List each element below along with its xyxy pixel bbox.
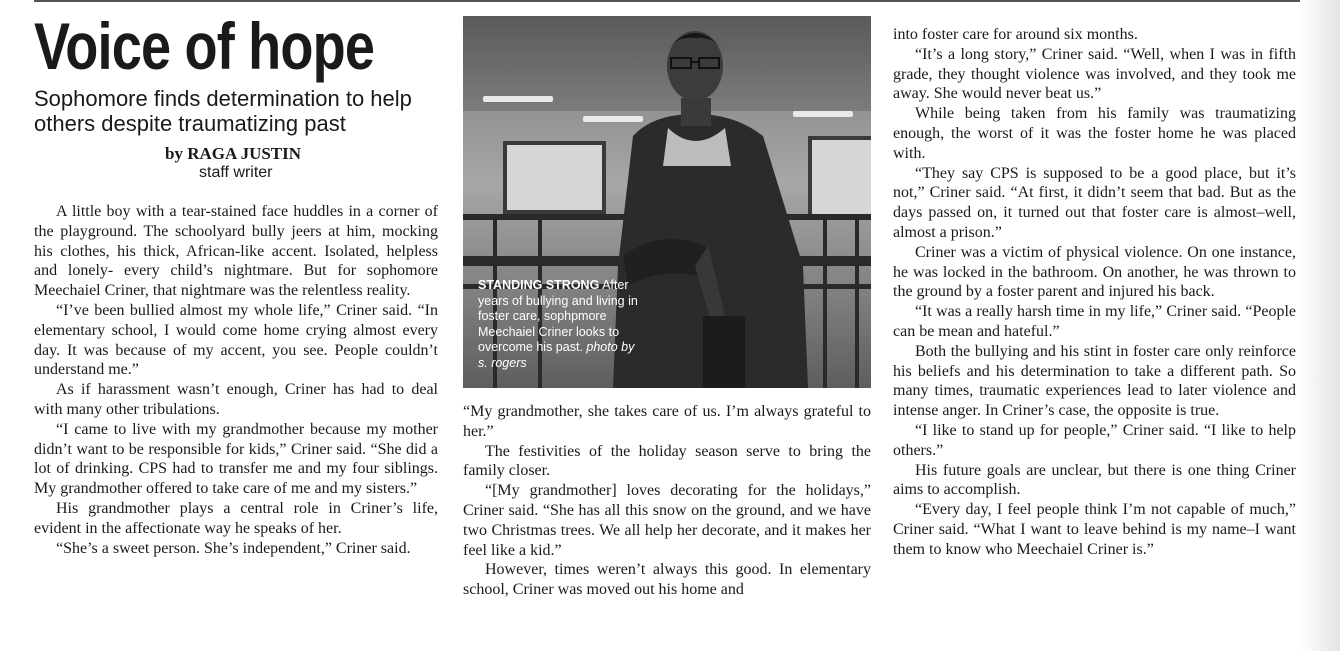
paragraph: The festivities of the holiday season serve to bring the family closer. xyxy=(463,442,871,480)
paragraph: Both the bullying and his stint in foster care only reinforce his beliefs and his determination to take a different path. So many times, traumatic experiences lead to later violence and intense anger. In Criner’s case, the opposite is true. xyxy=(893,342,1296,420)
top-rule xyxy=(34,0,1300,2)
article-column-3 xyxy=(893,25,1296,560)
paragraph: “I like to stand up for people,” Criner said. “I like to help others.” xyxy=(893,421,1296,459)
paragraph: “[My grandmother] loves decorating for the holidays,” Criner said. “She has all this snow on the ground, and we have two Christmas trees. We all help her decorate, and it makes her feel like a kid.” xyxy=(463,482,871,559)
paragraph: into foster care for around six months. xyxy=(893,26,1138,43)
paragraph: “My grandmother, she takes care of us. I’m always grateful to her.” xyxy=(463,403,871,440)
paragraph: A little boy with a tear-stained face huddles in a corner of the playground. The schoolyard bully jeers at him, mocking his clothes, his thick, African-like accent. Isolated, helpless and lonely- every child’s nightmare. But for sophomore Meechaiel Criner, that nightmare was the relentless reality. xyxy=(34,203,438,300)
page-edge-shadow xyxy=(1300,0,1340,651)
headline: Voice of hope xyxy=(34,9,375,83)
paragraph: “I came to live with my grandmother because my mother didn’t want to be responsible for kids,” Criner said. “She did a lot of drinking. CPS had to transfer me and my four siblings. My grandmother offered to take care of me and my sisters.” xyxy=(34,420,438,498)
byline-role: staff writer xyxy=(199,164,273,181)
paragraph: “They say CPS is supposed to be a good place, but it’s not,” Criner said. “At first, it didn’t seem that bad. But as the days passed on, it turned out that foster care is almost–well, almost a prison.” xyxy=(893,164,1296,241)
caption-credit: photo by s. rogers xyxy=(478,340,635,370)
paragraph: While being taken from his family was traumatizing enough, the worst of it was the foster home he was placed with. xyxy=(893,105,1296,162)
photo-caption xyxy=(478,278,643,371)
caption-text: After years of bullying and living in foster care, sophpmore Meechaiel Criner looks to overcome his past. xyxy=(478,278,638,354)
article-column-1 xyxy=(34,202,438,558)
paragraph: As if harassment wasn’t enough, Criner has had to deal with many other tribulations. xyxy=(34,381,438,418)
paragraph: “Every day, I feel people think I’m not capable of much,” Criner said. “What I want to leave behind is my name–I want them to know who Meechaiel Criner is.” xyxy=(893,501,1296,558)
paragraph: “I’ve been bullied almost my whole life,” Criner said. “In elementary school, I would come home crying almost every day. It was because of my accent, you see. People couldn’t understand me.” xyxy=(34,301,438,379)
caption-lead: STANDING STRONG xyxy=(478,278,600,292)
paragraph: “It’s a long story,” Criner said. “Well, when I was in fifth grade, they thought violence was involved, and they took me away. She would never beat us.” xyxy=(893,45,1296,103)
article-photo xyxy=(463,16,871,388)
paragraph: “It was a really harsh time in my life,” Criner said. “People can be mean and hateful.” xyxy=(893,303,1296,340)
byline: by RAGA JUSTIN xyxy=(165,144,302,163)
paragraph: “She’s a sweet person. She’s independent,” Criner said. xyxy=(56,539,411,557)
paragraph: His future goals are unclear, but there is one thing Criner aims to accomplish. xyxy=(893,461,1296,499)
paragraph: Criner was a victim of physical violence. On one instance, he was locked in the bathroom. On another, he was thrown to the ground by a foster parent and injured his back. xyxy=(893,243,1296,301)
paragraph: His grandmother plays a central role in Criner’s life, evident in the affectionate way he speaks of her. xyxy=(34,499,438,537)
article-column-2 xyxy=(463,402,871,600)
paragraph: However, times weren’t always this good. In elementary school, Criner was moved out his home and xyxy=(463,561,871,599)
deck-subheadline: Sophomore finds determination to help others despite traumatizing past xyxy=(34,86,412,136)
